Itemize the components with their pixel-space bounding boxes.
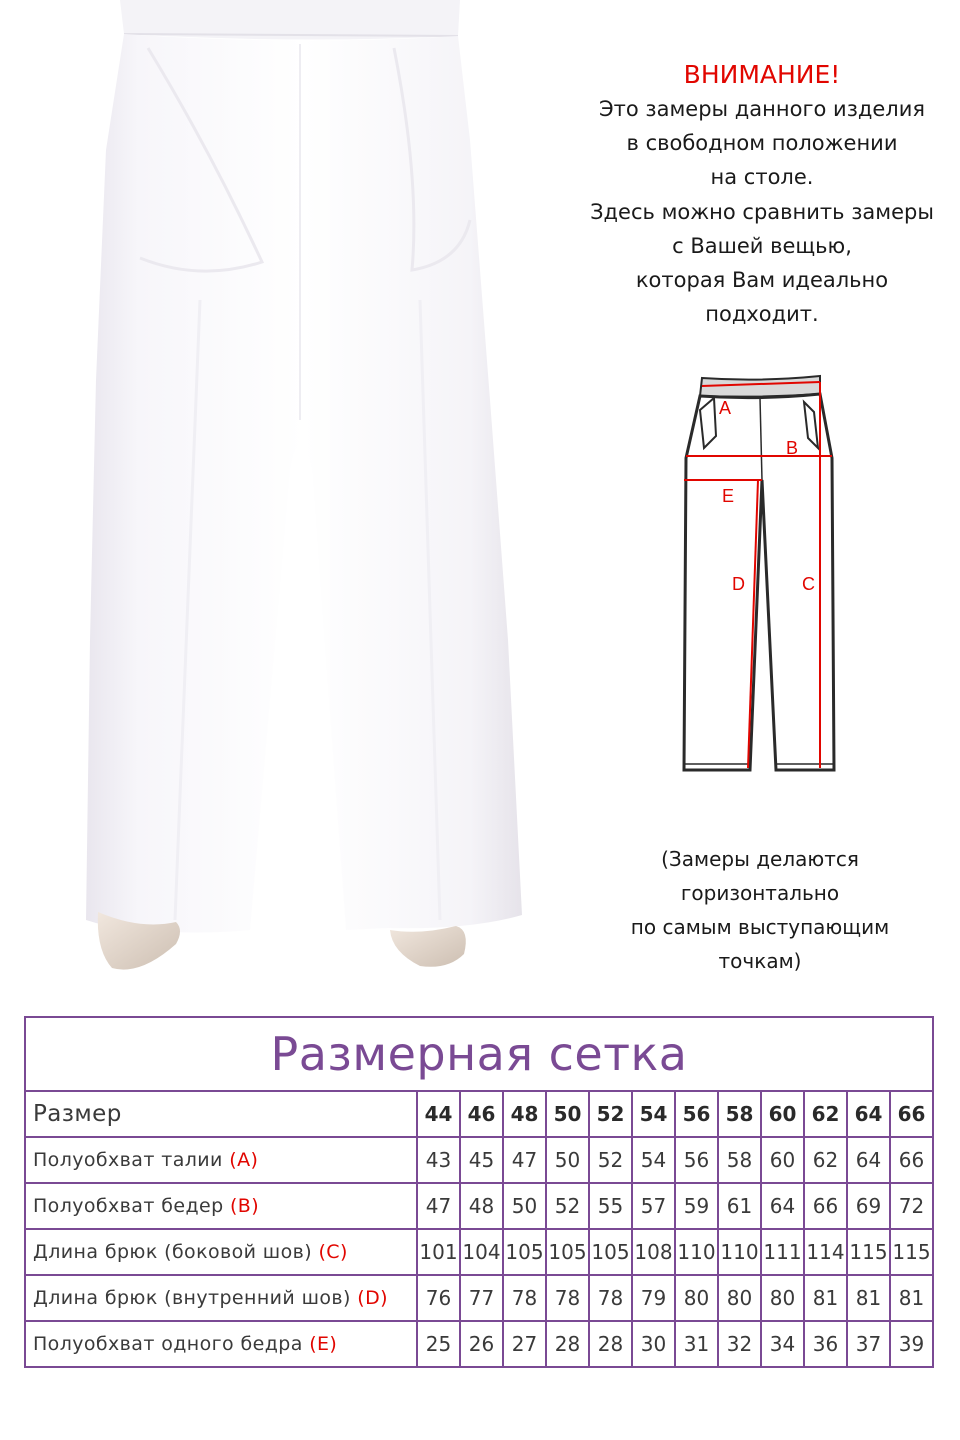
value-cell: 72 <box>890 1183 933 1229</box>
value-cell: 69 <box>847 1183 890 1229</box>
value-cell: 66 <box>890 1137 933 1183</box>
value-cell: 114 <box>804 1229 847 1275</box>
value-cell: 80 <box>718 1275 761 1321</box>
measure-code: (D) <box>357 1287 388 1309</box>
size-header: 44 <box>417 1091 460 1137</box>
value-cell: 54 <box>632 1137 675 1183</box>
label-b: B <box>786 438 799 458</box>
measure-code: (C) <box>318 1241 348 1263</box>
value-cell: 30 <box>632 1321 675 1367</box>
size-header: 56 <box>675 1091 718 1137</box>
size-header: 66 <box>890 1091 933 1137</box>
value-cell: 27 <box>503 1321 546 1367</box>
value-cell: 81 <box>804 1275 847 1321</box>
size-table <box>24 1016 934 1368</box>
value-cell: 81 <box>890 1275 933 1321</box>
measure-code: (B) <box>229 1195 260 1217</box>
label-d: D <box>732 574 745 594</box>
value-cell: 47 <box>417 1183 460 1229</box>
measurement-diagram <box>670 368 840 782</box>
note-line: точкам) <box>718 949 802 973</box>
size-header: 62 <box>804 1091 847 1137</box>
table-header-row <box>25 1091 933 1137</box>
value-cell: 45 <box>460 1137 503 1183</box>
value-cell: 52 <box>546 1183 589 1229</box>
label-e: E <box>722 486 735 506</box>
product-photo <box>0 0 570 1000</box>
value-cell: 79 <box>632 1275 675 1321</box>
value-cell: 48 <box>460 1183 503 1229</box>
row-label <box>25 1137 417 1183</box>
value-cell: 25 <box>417 1321 460 1367</box>
header-label: Размер <box>25 1091 417 1137</box>
row-label <box>25 1321 417 1367</box>
value-cell: 78 <box>589 1275 632 1321</box>
notice-line: Здесь можно сравнить замеры <box>590 199 934 224</box>
value-cell: 80 <box>761 1275 804 1321</box>
measure-code: (A) <box>229 1149 259 1171</box>
value-cell: 37 <box>847 1321 890 1367</box>
table-body <box>25 1137 933 1367</box>
table-title: Размерная сетка <box>25 1017 933 1091</box>
value-cell: 52 <box>589 1137 632 1183</box>
value-cell: 59 <box>675 1183 718 1229</box>
table-row <box>25 1275 933 1321</box>
value-cell: 80 <box>675 1275 718 1321</box>
size-header: 58 <box>718 1091 761 1137</box>
size-header: 64 <box>847 1091 890 1137</box>
value-cell: 60 <box>761 1137 804 1183</box>
value-cell: 39 <box>890 1321 933 1367</box>
value-cell: 56 <box>675 1137 718 1183</box>
value-cell: 104 <box>460 1229 503 1275</box>
right-shoe <box>390 926 466 967</box>
value-cell: 55 <box>589 1183 632 1229</box>
value-cell: 105 <box>503 1229 546 1275</box>
value-cell: 43 <box>417 1137 460 1183</box>
value-cell: 36 <box>804 1321 847 1367</box>
value-cell: 78 <box>503 1275 546 1321</box>
value-cell: 50 <box>546 1137 589 1183</box>
notice-block <box>580 58 944 331</box>
value-cell: 110 <box>675 1229 718 1275</box>
value-cell: 47 <box>503 1137 546 1183</box>
value-cell: 57 <box>632 1183 675 1229</box>
notice-line: подходит. <box>705 302 819 327</box>
notice-line: Это замеры данного изделия <box>598 97 925 121</box>
value-cell: 34 <box>761 1321 804 1367</box>
row-label <box>25 1183 417 1229</box>
value-cell: 108 <box>632 1229 675 1275</box>
notice-line: которая Вам идеально <box>635 268 889 293</box>
value-cell: 31 <box>675 1321 718 1367</box>
row-label-text: Полуобхват одного бедра <box>33 1333 303 1355</box>
value-cell: 64 <box>847 1137 890 1183</box>
row-label <box>25 1275 417 1321</box>
size-header: 60 <box>761 1091 804 1137</box>
value-cell: 61 <box>718 1183 761 1229</box>
value-cell: 105 <box>546 1229 589 1275</box>
label-c: C <box>802 574 815 594</box>
value-cell: 115 <box>847 1229 890 1275</box>
label-a: A <box>719 398 732 418</box>
notice-title: ВНИМАНИЕ! <box>683 60 841 89</box>
size-header: 54 <box>632 1091 675 1137</box>
value-cell: 50 <box>503 1183 546 1229</box>
row-label-text: Полуобхват бедер <box>33 1195 224 1217</box>
value-cell: 81 <box>847 1275 890 1321</box>
value-cell: 78 <box>546 1275 589 1321</box>
notice-line: в свободном положении <box>626 131 898 156</box>
note-line: (Замеры делаются <box>661 847 859 871</box>
table-title-row <box>25 1017 933 1091</box>
note-line: горизонтально <box>680 881 840 905</box>
row-label-text: Длина брюк (боковой шов) <box>33 1241 313 1263</box>
row-label-text: Полуобхват талии <box>33 1149 223 1171</box>
table-row <box>25 1137 933 1183</box>
value-cell: 101 <box>417 1229 460 1275</box>
value-cell: 64 <box>761 1183 804 1229</box>
value-cell: 111 <box>761 1229 804 1275</box>
row-label-text: Длина брюк (внутренний шов) <box>33 1287 351 1309</box>
size-header: 48 <box>503 1091 546 1137</box>
value-cell: 110 <box>718 1229 761 1275</box>
table-row <box>25 1229 933 1275</box>
value-cell: 105 <box>589 1229 632 1275</box>
note-line: по самым выступающим <box>630 915 890 939</box>
table-row <box>25 1183 933 1229</box>
size-header: 52 <box>589 1091 632 1137</box>
notice-line: на столе. <box>710 165 814 190</box>
notice-line: с Вашей вещью, <box>672 233 852 258</box>
trousers <box>86 34 522 933</box>
measure-note <box>600 842 920 978</box>
size-header: 50 <box>546 1091 589 1137</box>
row-label <box>25 1229 417 1275</box>
value-cell: 58 <box>718 1137 761 1183</box>
value-cell: 66 <box>804 1183 847 1229</box>
value-cell: 28 <box>546 1321 589 1367</box>
value-cell: 77 <box>460 1275 503 1321</box>
measure-code: (E) <box>309 1333 338 1355</box>
value-cell: 115 <box>890 1229 933 1275</box>
value-cell: 26 <box>460 1321 503 1367</box>
value-cell: 76 <box>417 1275 460 1321</box>
value-cell: 32 <box>718 1321 761 1367</box>
value-cell: 28 <box>589 1321 632 1367</box>
value-cell: 62 <box>804 1137 847 1183</box>
table-row <box>25 1321 933 1367</box>
size-header: 46 <box>460 1091 503 1137</box>
